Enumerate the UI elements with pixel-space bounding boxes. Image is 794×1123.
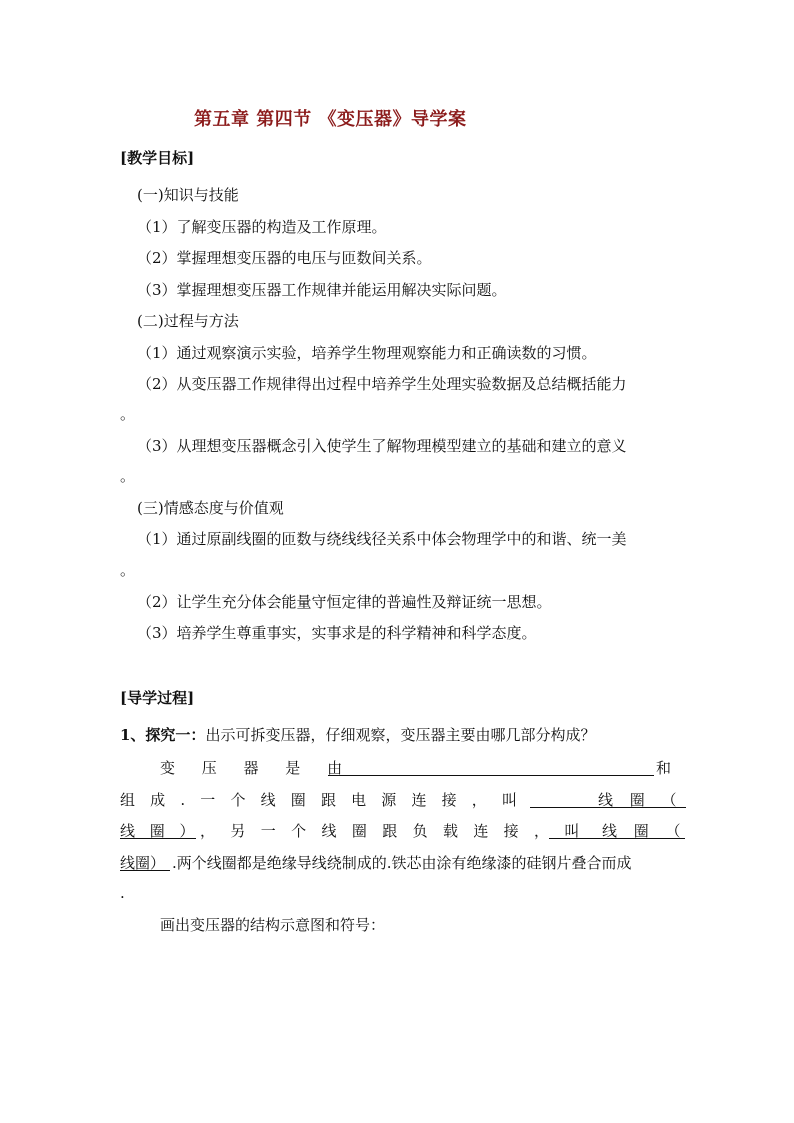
q1-blank-3[interactable] xyxy=(120,838,196,839)
goals-part1-item: （3）掌握理想变压器工作规律并能运用解决实际问题。 xyxy=(137,281,507,299)
goals-part3-item: （3）培养学生尊重事实，实事求是的科学精神和科学态度。 xyxy=(137,624,537,642)
q1-line2-text: 组 成 . 一 个 线 圈 跟 电 源 连 接 ， 叫 xyxy=(120,791,523,809)
q1-line5-text: . xyxy=(120,884,125,902)
goals-part1-item: （2）掌握理想变压器的电压与匝数间关系。 xyxy=(137,249,432,267)
q1-line3-blank-start: 线 圈 ） xyxy=(120,822,200,840)
q1-blank-1[interactable] xyxy=(328,775,654,776)
goals-part2-item: （2）从变压器工作规律得出过程中培养学生处理实验数据及总结概括能力 xyxy=(137,375,627,393)
draw-prompt: 画出变压器的结构示意图和符号： xyxy=(160,916,386,934)
goals-part3-item: 。 xyxy=(120,561,136,579)
q1-line4-text: .两个线圈都是绝缘导线绕制成的.铁芯由涂有绝缘漆的硅钢片叠合而成 xyxy=(172,854,632,872)
q1-line1-end: 和 xyxy=(656,759,672,777)
q1-line3-blank-text: 线 圈 （ xyxy=(602,822,687,840)
q1-line4-blank-start: 线圈） xyxy=(120,854,166,872)
goals-part2-item: （1）通过观察演示实验，培养学生物理观察能力和正确读数的习惯。 xyxy=(137,344,597,362)
q1-line1-text: 变 压 器 是 由 xyxy=(160,759,354,777)
q1-line2-blank-text: 线 圈 （ xyxy=(598,791,683,809)
question-1-text: 出示可拆变压器，仔细观察，变压器主要由哪几部分构成？ xyxy=(205,726,596,744)
goals-part2-item: （3）从理想变压器概念引入使学生了解物理模型建立的基础和建立的意义 xyxy=(137,437,627,455)
goals-part3-item: （2）让学生充分体会能量守恒定律的普遍性及辩证统一思想。 xyxy=(137,593,552,611)
goals-part3-item: （1）通过原副线圈的匝数与绕线线径关系中体会物理学中的和谐、统一美 xyxy=(137,530,627,548)
q1-line3-text: ， 另 一 个 线 圈 跟 负 载 连 接 ， 叫 xyxy=(200,822,585,840)
page-title: 第五章 第四节 《变压器》导学案 xyxy=(194,109,467,130)
process-heading: [导学过程] xyxy=(120,689,195,707)
goals-part1-item: （1）了解变压器的构造及工作原理。 xyxy=(137,218,387,236)
question-1-label: 1、探究一： xyxy=(120,726,206,744)
goals-heading: [教学目标] xyxy=(120,149,195,167)
goals-part2-item: 。 xyxy=(120,405,136,423)
goals-part3-heading: (三)情感态度与价值观 xyxy=(137,499,284,517)
goals-part1-heading: (一)知识与技能 xyxy=(137,186,239,204)
q1-blank-5[interactable] xyxy=(120,870,170,871)
goals-part2-heading: (二)过程与方法 xyxy=(137,312,239,330)
goals-part2-item: 。 xyxy=(120,467,136,485)
question-1 xyxy=(120,725,595,745)
